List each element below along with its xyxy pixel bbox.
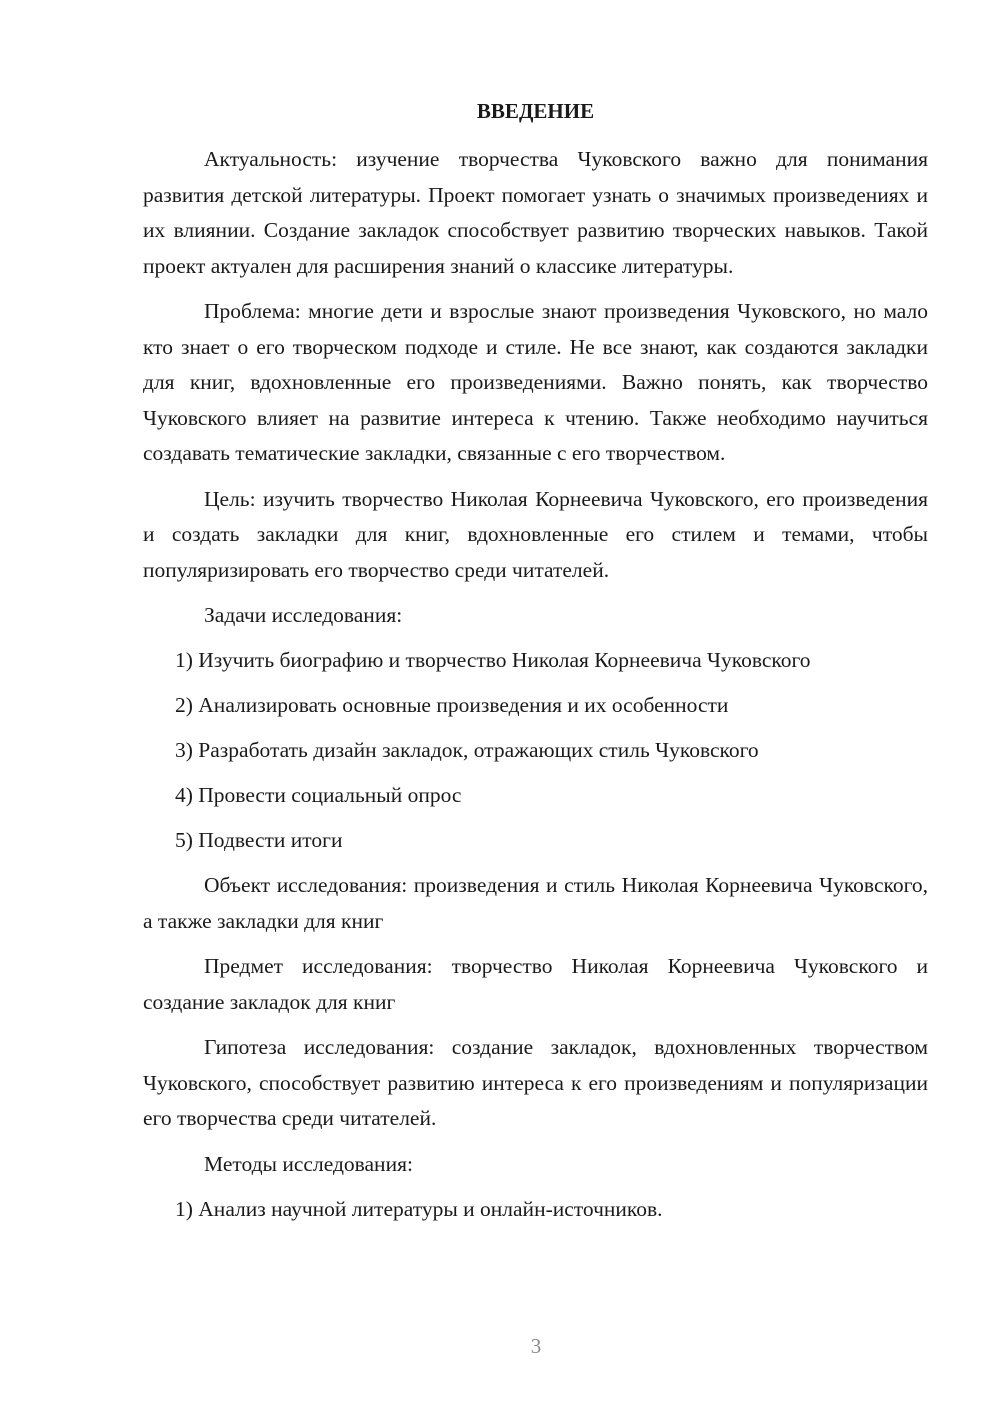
problem-paragraph: Проблема: многие дети и взрослые знают произведения Чуковского, но мало кто знает о его творческом подходе и стиле. Не все знают, как создаются закладки для книг, вдохновленные его произведениями. Важно понять, как творчество Чуковского влияет на развитие интереса к чтению. Также необходимо научиться создавать тематические закладки, связанные с его творчеством. bbox=[143, 299, 928, 465]
list-item: 3) Разработать дизайн закладок, отражающих стиль Чуковского bbox=[175, 738, 759, 762]
methods-list bbox=[143, 1192, 928, 1228]
document-body bbox=[143, 142, 928, 1237]
methods-heading: Методы исследования: bbox=[204, 1151, 413, 1176]
list-item: 5) Подвести итоги bbox=[175, 828, 343, 852]
page-number: 3 bbox=[530, 1334, 542, 1358]
list-item: 2) Анализировать основные произведения и их особенности bbox=[175, 693, 729, 717]
tasks-list bbox=[143, 643, 928, 859]
page-title: ВВЕДЕНИЕ bbox=[476, 99, 595, 123]
list-item: 1) Анализ научной литературы и онлайн-источников. bbox=[175, 1196, 663, 1221]
relevance-paragraph: Актуальность: изучение творчества Чуковского важно для понимания развития детской литературы. Проект помогает узнать о значимых произведениях и их влиянии. Создание закладок способствует развитию творческих навыков. Такой проект актуален для расширения знаний о классике литературы. bbox=[143, 147, 928, 278]
hypothesis-paragraph: Гипотеза исследования: создание закладок, вдохновленных творчеством Чуковского, способствует развитию интереса к его произведениям и популяризации его творчества среди читателей. bbox=[143, 1035, 928, 1130]
tasks-heading: Задачи исследования: bbox=[204, 603, 403, 627]
list-item: 4) Провести социальный опрос bbox=[175, 783, 462, 807]
goal-paragraph: Цель: изучить творчество Николая Корнеевича Чуковского, его произведения и создать закладки для книг, вдохновленные его стилем и темами, чтобы популяризировать его творчество среди читателей. bbox=[143, 486, 928, 582]
object-paragraph: Объект исследования: произведения и стиль Николая Корнеевича Чуковского, а также закладки для книг bbox=[143, 873, 928, 933]
list-item: 1) Изучить биографию и творчество Николая Корнеевича Чуковского bbox=[175, 648, 811, 672]
subject-paragraph: Предмет исследования: творчество Николая Корнеевича Чуковского и создание закладок для книг bbox=[143, 954, 928, 1014]
